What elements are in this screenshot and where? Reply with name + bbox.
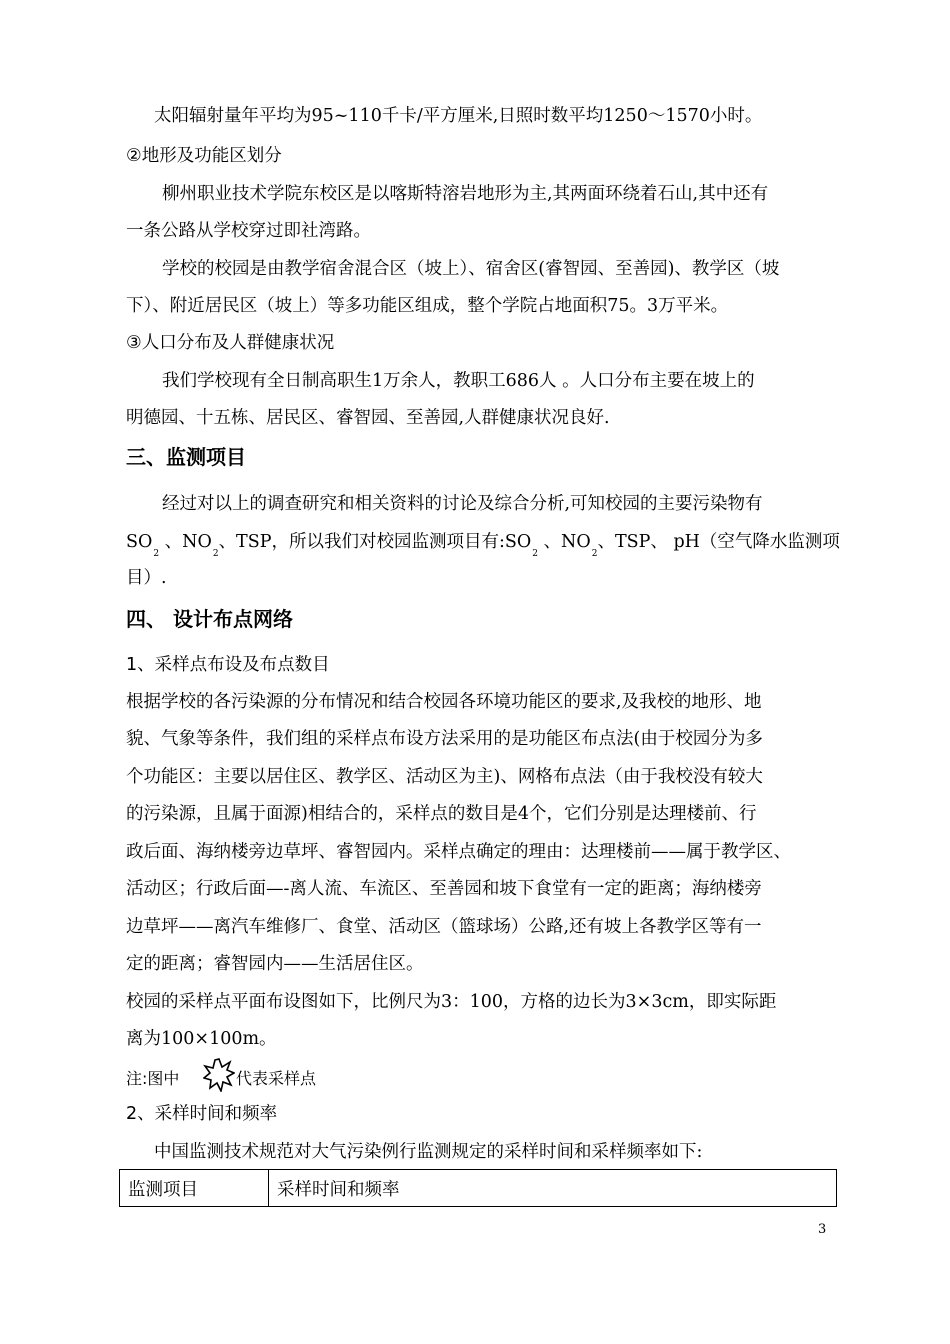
section-heading-3: 三、监测项目	[126, 445, 246, 469]
note-text: 代表采样点	[236, 1069, 317, 1088]
subscript: 2	[212, 549, 219, 559]
formula-no2: 、NO	[164, 532, 212, 552]
subsection-heading: 1、采样点布设及布点数目	[126, 655, 330, 675]
text-line: 目）.	[126, 568, 167, 588]
text-line: 太阳辐射量年平均为95~110千卡/平方厘米,日照时数平均1250～1570小时。	[154, 106, 763, 126]
sampling-table	[119, 1169, 837, 1207]
section-heading-4: 四、 设计布点网络	[126, 607, 293, 631]
text-line: 校园的采样点平面布设图如下，比例尺为3：100，方格的边长为3×3cm，即实际距	[126, 992, 777, 1012]
text-segment: 、TSP、 pH（空气降水监测项	[597, 532, 840, 552]
text-line: 下）、附近居民区（坡上）等多功能区组成，整个学院占地面积75。3万平米。	[126, 296, 729, 316]
formula-no2: 、NO	[543, 532, 591, 552]
text-line: 定的距离；睿智园内——生活居住区。	[126, 954, 424, 974]
text-line: 个功能区：主要以居住区、教学区、活动区为主)、网格布点法（由于我校没有较大	[126, 767, 763, 787]
text-line: 边草坪——离汽车维修厂、食堂、活动区（篮球场）公路,还有坡上各教学区等有一	[126, 917, 762, 937]
subsection-heading: 2、采样时间和频率	[126, 1104, 278, 1124]
text-line: 学校的校园是由教学宿舍混合区（坡上）、宿舍区(睿智园、至善园)、教学区（坡	[162, 259, 780, 279]
text-line: 一条公路从学校穿过即社湾路。	[126, 221, 371, 241]
note-label: 注:图中	[126, 1069, 180, 1088]
subscript: 2	[532, 549, 538, 559]
table-header-cell: 监测项目	[120, 1170, 269, 1207]
subsection-heading: ②地形及功能区划分	[126, 146, 282, 166]
text-line: 经过对以上的调查研究和相关资料的讨论及综合分析,可知校园的主要污染物有	[162, 494, 763, 514]
table-row	[120, 1170, 837, 1207]
text-line: 明德园、十五栋、居民区、睿智园、至善园,人群健康状况良好.	[126, 408, 610, 428]
text-line: 根据学校的各污染源的分布情况和结合校园各环境功能区的要求,及我校的地形、地	[126, 692, 762, 712]
table-header-cell: 采样时间和频率	[269, 1170, 837, 1207]
starburst-icon	[203, 1058, 235, 1092]
page-number: 3	[818, 1222, 827, 1237]
text-line: 柳州职业技术学院东校区是以喀斯特溶岩地形为主,其两面环绕着石山,其中还有	[162, 184, 769, 204]
text-line: 活动区；行政后面—-离人流、车流区、至善园和坡下食堂有一定的距离；海纳楼旁	[126, 879, 762, 899]
text-line: 中国监测技术规范对大气污染例行监测规定的采样时间和采样频率如下:	[154, 1142, 703, 1162]
subscript: 2	[591, 549, 598, 559]
text-line: 的污染源，且属于面源)相结合的，采样点的数目是4个，它们分别是达理楼前、行	[126, 804, 757, 824]
subscript: 2	[153, 549, 160, 559]
formula-so2: SO	[126, 532, 153, 552]
text-line-with-subscripts	[126, 530, 840, 557]
text-line: 政后面、海纳楼旁边草坪、睿智园内。采样点确定的理由：达理楼前——属于教学区、	[126, 842, 791, 862]
text-line: 离为100×100m。	[126, 1029, 277, 1049]
text-segment: 、TSP，所以我们对校园监测项目有:SO	[218, 532, 532, 552]
subsection-heading: ③人口分布及人群健康状况	[126, 333, 335, 353]
text-line: 我们学校现有全日制高职生1万余人，教职工686人 。人口分布主要在坡上的	[162, 371, 755, 391]
text-line: 貌、气象等条件，我们组的采样点布设方法采用的是功能区布点法(由于校园分为多	[126, 729, 763, 749]
